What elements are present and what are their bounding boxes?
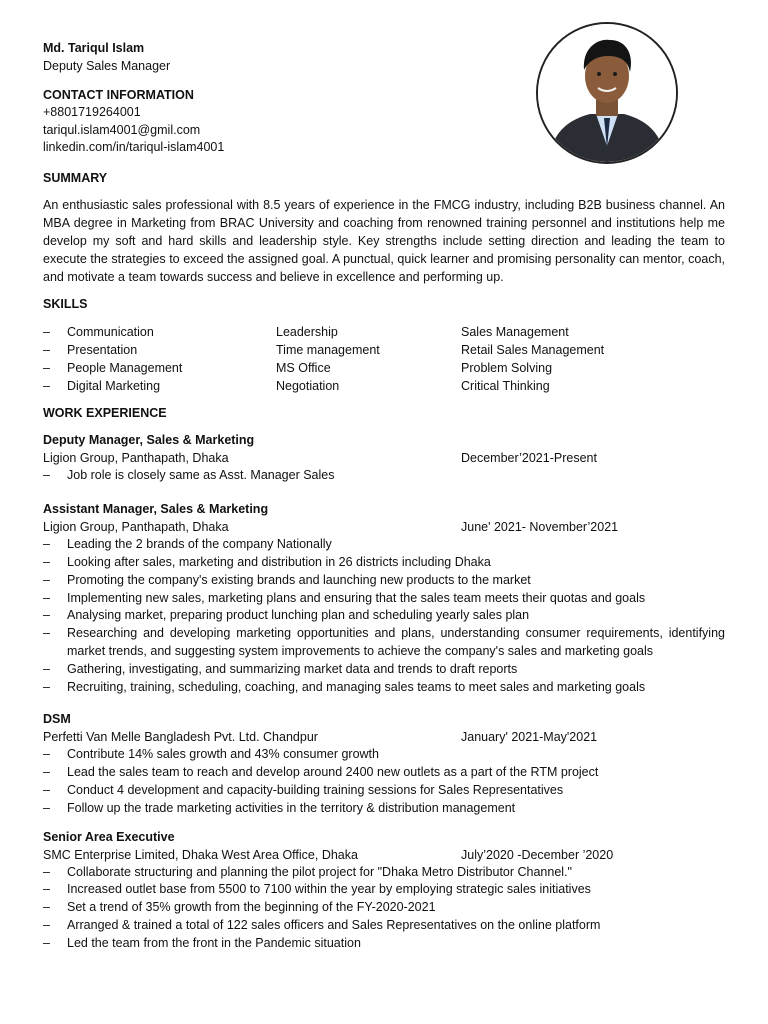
dash-bullet: –	[43, 590, 50, 605]
bullet-item	[43, 917, 725, 935]
job-entry-dates: January' 2021-May'2021	[461, 730, 598, 745]
dash-bullet: –	[43, 555, 50, 570]
skills-list	[43, 323, 725, 395]
profile-photo	[536, 22, 678, 164]
dash-bullet: –	[43, 765, 50, 780]
dash-bullet: –	[43, 467, 50, 482]
skill-item: Presentation	[67, 342, 138, 357]
skills-row	[43, 341, 725, 359]
email-link[interactable]: tariqul.islam4001@gmil.com	[43, 122, 201, 137]
dash-bullet: –	[43, 626, 50, 641]
job-entry	[43, 828, 725, 953]
job-entry-organization: Perfetti Van Melle Bangladesh Pvt. Ltd. Chandpur	[43, 730, 318, 745]
dash-bullet: –	[43, 864, 50, 879]
job-entry-dates: June' 2021- November’2021	[461, 520, 619, 535]
bullet-item	[43, 935, 725, 953]
person-name: Md. Tariqul Islam	[43, 41, 145, 55]
job-entry-bullets	[43, 864, 725, 953]
bullet-text: Contribute 14% sales growth and 43% consumer growth	[67, 747, 379, 762]
bullet-item	[43, 899, 725, 917]
bullet-text: Follow up the trade marketing activities in the territory & distribution management	[67, 800, 516, 815]
bullet-text: Promoting the company's existing brands and launching new products to the market	[67, 572, 531, 587]
skill-item: MS Office	[276, 360, 331, 375]
bullet-item	[43, 800, 725, 818]
skill-item: Critical Thinking	[461, 378, 550, 393]
job-entry-org-row	[43, 449, 725, 467]
skill-item: Sales Management	[461, 324, 569, 339]
skill-item: Problem Solving	[461, 360, 553, 375]
dash-bullet: –	[43, 572, 50, 587]
bullet-text: Job role is closely same as Asst. Manager Sales	[67, 467, 335, 482]
dash-bullet: –	[43, 900, 50, 915]
job-entry	[43, 500, 725, 696]
summary-heading: SUMMARY	[43, 170, 108, 185]
job-entry-org-row	[43, 728, 725, 746]
bullet-item	[43, 782, 725, 800]
skill-item: Negotiation	[276, 378, 340, 393]
resume-page	[43, 40, 725, 953]
bullet-text: Conduct 4 development and capacity-building training sessions for Sales Representatives	[67, 783, 564, 798]
job-entry-organization: Ligion Group, Panthapath, Dhaka	[43, 520, 229, 535]
bullet-item	[43, 536, 725, 554]
dash-bullet: –	[43, 882, 50, 897]
bullet-text: Recruiting, training, scheduling, coaching, and managing sales teams to meet sales and marketing goals	[67, 679, 646, 694]
job-entry-bullets	[43, 746, 725, 817]
job-entry-dates: July’2020 -December ’2020	[461, 847, 614, 862]
bullet-item	[43, 679, 725, 697]
bullet-text: Increased outlet base from 5500 to 7100 within the year by employing strategic sales initiatives	[67, 882, 591, 897]
skill-item: Retail Sales Management	[461, 342, 605, 357]
bullet-text: Collaborate structuring and planning the pilot project for "Dhaka Metro Distributor Channel."	[67, 864, 572, 879]
bullet-item	[43, 746, 725, 764]
contact-heading: CONTACT INFORMATION	[43, 88, 194, 102]
phone-number: +8801719264001	[43, 105, 141, 119]
dash-bullet: –	[43, 360, 50, 375]
dash-bullet: –	[43, 747, 50, 762]
skill-item: Leadership	[276, 324, 338, 339]
skill-item: Communication	[67, 324, 154, 339]
dash-bullet: –	[43, 661, 50, 676]
bullet-text: Gathering, investigating, and summarizing market data and trends to draft reports	[67, 661, 518, 676]
bullet-text: Researching and developing marketing opportunities and plans, understanding consumer requirements, identifying market trends, and suggesting system improvements to achieve the company's sales and marketing goals	[67, 626, 725, 659]
dash-bullet: –	[43, 324, 50, 339]
job-entry-organization: Ligion Group, Panthapath, Dhaka	[43, 450, 229, 465]
bullet-item	[43, 864, 725, 882]
dash-bullet: –	[43, 918, 50, 933]
job-entry-title: Deputy Manager, Sales & Marketing	[43, 432, 255, 447]
bullet-item	[43, 607, 725, 625]
dash-bullet: –	[43, 935, 50, 950]
bullet-item	[43, 572, 725, 590]
bullet-text: Led the team from the front in the Pandemic situation	[67, 935, 361, 950]
skill-item: People Management	[67, 360, 183, 375]
bullet-item	[43, 881, 725, 899]
job-entry	[43, 710, 725, 817]
job-entry-dates: December’2021-Present	[461, 450, 597, 465]
summary-text: An enthusiastic sales professional with 8.5 years of experience in the FMCG industry, including B2B business channel. An MBA degree in Marketing from BRAC University and coaching from renowned training personnel and institutions help me develop my soft and hard skills and leadership style. Key strengths include setting direction and leading the team to execute the strategies to exceed the assigned goal. A punctual, quick learner and promising personality can mentor, coach, and motivate a team towards success and believe in excellence and performing up.	[43, 197, 725, 284]
job-entry-bullets	[43, 536, 725, 696]
bullet-text: Analysing market, preparing product lunching plan and scheduling yearly sales plan	[67, 608, 530, 623]
work-experience-heading: WORK EXPERIENCE	[43, 405, 167, 420]
job-title: Deputy Sales Manager	[43, 58, 171, 73]
skills-row	[43, 323, 725, 341]
bullet-text: Implementing new sales, marketing plans and ensuring that the sales team meets their quotas and goals	[67, 590, 646, 605]
bullet-text: Leading the 2 brands of the company Nationally	[67, 537, 332, 552]
job-entry-title: Senior Area Executive	[43, 829, 175, 844]
dash-bullet: –	[43, 783, 50, 798]
dash-bullet: –	[43, 342, 50, 357]
skills-heading: SKILLS	[43, 296, 88, 311]
dash-bullet: –	[43, 378, 50, 393]
person-portrait-image	[538, 24, 676, 162]
skills-row	[43, 377, 725, 395]
jobs-list	[43, 431, 725, 953]
job-entry-org-row	[43, 846, 725, 864]
job-entry-bullets	[43, 467, 725, 485]
job-entry-organization: SMC Enterprise Limited, Dhaka West Area Office, Dhaka	[43, 847, 358, 862]
dash-bullet: –	[43, 537, 50, 552]
bullet-item	[43, 554, 725, 572]
job-entry	[43, 431, 725, 485]
bullet-item	[43, 590, 725, 608]
bullet-item	[43, 764, 725, 782]
bullet-item	[43, 625, 725, 661]
bullet-text: Lead the sales team to reach and develop around 2400 new outlets as a part of the RTM project	[67, 765, 599, 780]
job-entry-title: DSM	[43, 712, 71, 727]
linkedin-link[interactable]: linkedin.com/in/tariqul-islam4001	[43, 140, 225, 154]
bullet-text: Looking after sales, marketing and distribution in 26 districts including Dhaka	[67, 555, 491, 570]
skill-item: Time management	[276, 342, 380, 357]
bullet-item	[43, 661, 725, 679]
dash-bullet: –	[43, 679, 50, 694]
dash-bullet: –	[43, 800, 50, 815]
bullet-item	[43, 467, 725, 485]
bullet-text: Arranged & trained a total of 122 sales officers and Sales Representatives on the online platform	[67, 918, 601, 933]
bullet-text: Set a trend of 35% growth from the beginning of the FY-2020-2021	[67, 900, 436, 915]
job-entry-title: Assistant Manager, Sales & Marketing	[43, 502, 269, 517]
skill-item: Digital Marketing	[67, 378, 161, 393]
job-entry-org-row	[43, 518, 725, 536]
skills-row	[43, 359, 725, 377]
dash-bullet: –	[43, 608, 50, 623]
